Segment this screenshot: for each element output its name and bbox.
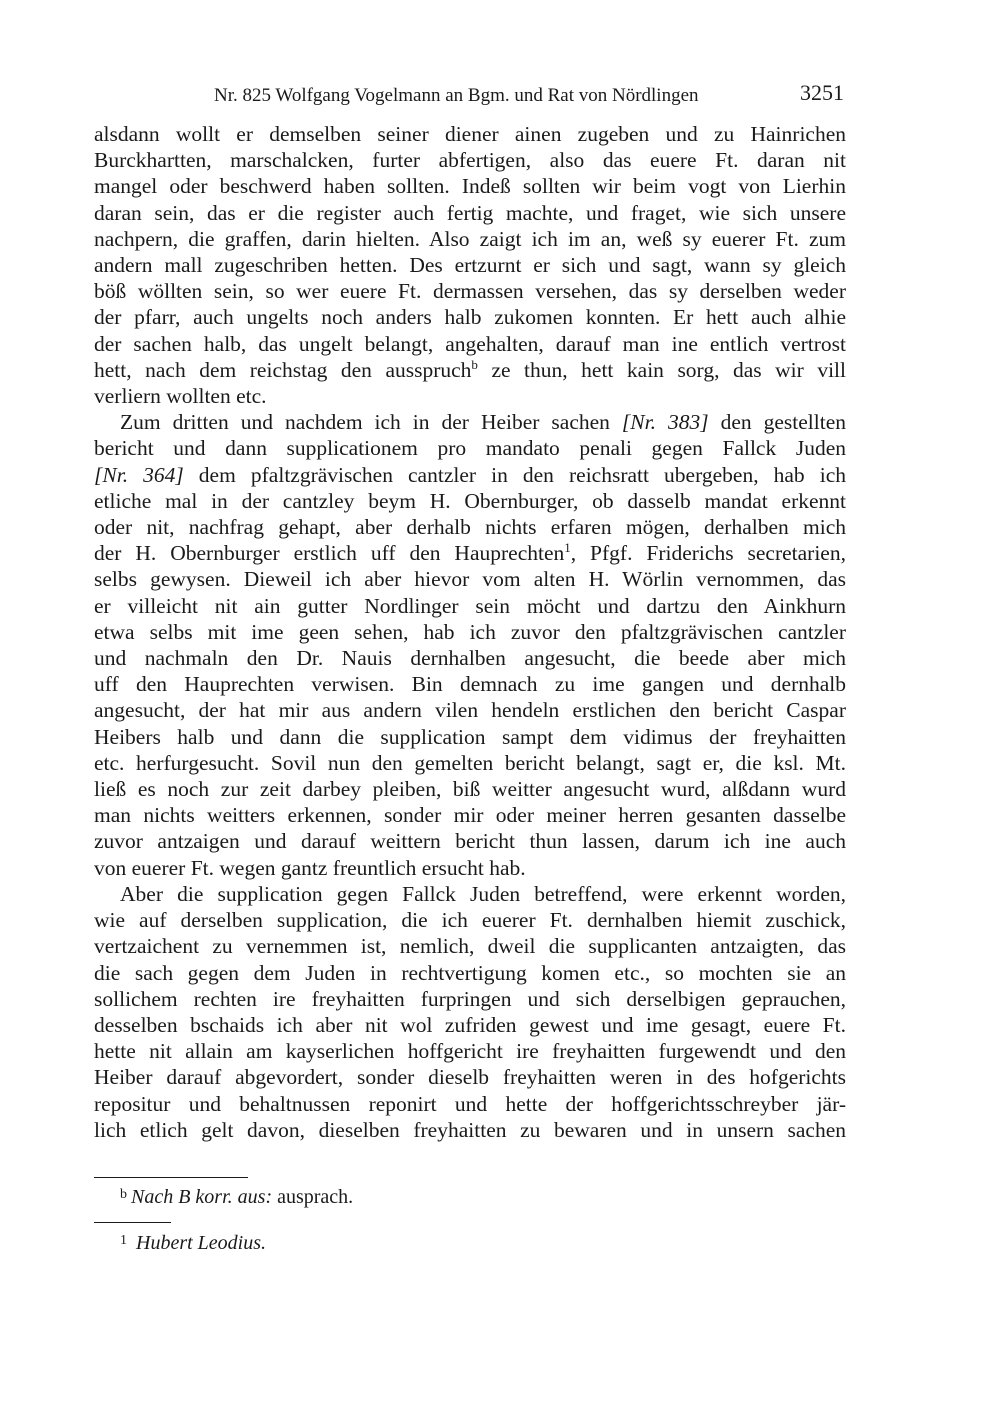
paragraph-3: [94, 881, 846, 1143]
text-line: vertzaichent zu vernemmen ist, nemlich, dweil die supplicanten antzaigten, das: [94, 934, 846, 959]
text-line: und nachmaln den Dr. Nauis dernhalben angesucht, die beede aber mich: [94, 646, 846, 671]
text-line: der pfarr, auch ungelts noch anders halb zukomen konnten. Er hett auch alhie: [94, 305, 846, 330]
text-line: etc. herfurgesucht. Sovil nun den gemelten bericht belangt, sagt er, die ksl. Mt.: [94, 750, 846, 775]
text-line: von euerer Ft. wegen gantz freuntlich ersucht hab.: [94, 855, 526, 880]
text-line: [94, 540, 846, 566]
body-text: [94, 121, 846, 1143]
footnote-ref-b[interactable]: b: [471, 356, 478, 372]
text-line: die sach gegen dem Juden in rechtvertigung komen etc., so mochten sie an: [94, 960, 846, 985]
paragraph-2: [94, 409, 846, 881]
text-segment: , Pfgf. Friderichs secretarien,: [570, 541, 846, 566]
text-line: etliche mal in der cantzley beym H. Obernburger, ob dasselb mandat erkennt: [94, 488, 846, 513]
commentary-footnote: [120, 1228, 266, 1256]
text-line: repositur und behaltnussen reponirt und hette der hoffgerichtsschreyber jär-: [94, 1091, 846, 1116]
text-line: zuvor antzaigen und darauf weittern bericht thun lassen, darum ich ine auch: [94, 829, 846, 854]
text-line: Burckhartten, marschalcken, furter abfertigen, also das euere Ft. daran nit: [94, 148, 846, 173]
text-line: verliern wollten etc.: [94, 384, 267, 409]
text-line: mangel oder beschwerd haben sollten. Indeß sollten wir beim vogt von Lierhin: [94, 174, 846, 199]
text-segment: ze thun, hett kain sorg, das wir vill: [477, 357, 846, 382]
text-line: böß wöllten sein, so wer euere Ft. dermassen versehen, das sy derselben weder: [94, 279, 846, 304]
text-line: daran sein, das er die register auch fertig machte, und fraget, wie sich unsere: [94, 200, 846, 225]
text-line: nachpern, die graffen, darin hielten. Also zaigt ich im an, weß sy euerer Ft. zum: [94, 226, 846, 251]
running-head: [94, 78, 846, 108]
text-line: alsdann wollt er demselben seiner diener ainen zugeben und zu Hainrichen: [94, 122, 846, 146]
text-line: angesucht, der hat mir aus andern vilen hendeln erstlichen den bericht Caspar: [94, 698, 846, 723]
text-line: andern mall zugeschriben hetten. Des ertzurnt er sich und sagt, wann sy gleich: [94, 253, 846, 278]
running-title: Nr. 825 Wolfgang Vogelmann an Bgm. und Rat von Nördlingen: [214, 85, 699, 106]
text-line: er villeicht nit ain gutter Nordlinger sein möcht und dartzu den Ainkhurn: [94, 593, 846, 618]
footnote-text: ausprach.: [272, 1186, 354, 1208]
text-line: [94, 462, 846, 488]
text-line: etwa selbs mit ime geen sehen, hab ich zuvor den pfaltzgrävischen cantzler: [94, 619, 846, 644]
footnote-ref-1[interactable]: 1: [564, 540, 571, 556]
textual-footnote: [120, 1182, 353, 1210]
footnote-mark: b: [120, 1187, 127, 1202]
text-line: wie auf derselben supplication, die ich euerer Ft. dernhalben hiemit zuschick,: [94, 908, 846, 933]
text-segment: hett, nach dem reichstag den ausspruch: [94, 357, 472, 382]
footnote-label: Nach B korr. aus:: [131, 1186, 273, 1208]
footnote-divider: [94, 1177, 248, 1178]
text-line: man nichts weitters erkennen, sonder mir oder meiner herren gesanten dasselbe: [94, 803, 846, 828]
text-line: oder nit, nachfrag gehapt, aber derhalb nichts erfaren mögen, derhalben mich: [94, 515, 846, 540]
text-line: desselben bschaids ich aber nit wol zufriden gewest und ime gesagt, euere Ft.: [94, 1012, 846, 1037]
text-segment: der H. Obernburger erstlich uff den Hauprechten: [94, 541, 565, 566]
text-line: ließ es noch zur zeit darbey pleiben, biß weitter angesucht wurd, alßdann wurd: [94, 777, 846, 802]
text-line: [94, 357, 846, 383]
text-line: hette nit allain am kayserlichen hoffgericht ire freyhaitten furgewendt und den: [94, 1039, 846, 1064]
text-line: bericht und dann supplicationem pro mandato penali gegen Fallck Juden: [94, 436, 846, 461]
text-segment: dem pfaltzgrävischen cantzler in den reichsratt ubergeben, hab ich: [183, 462, 846, 487]
text-segment: den gestellten: [708, 410, 847, 435]
text-line: Heibers halb und dann die supplication sampt dem vidimus der freyhaitten: [94, 724, 846, 749]
text-line: lich etlich gelt davon, dieselben freyhaitten zu bewaren und in unsern sachen: [94, 1117, 846, 1142]
footnote-mark: 1: [120, 1233, 127, 1248]
text-line: Aber die supplication gegen Fallck Juden betreffend, were erkennt worden,: [120, 881, 846, 906]
text-line: uff den Hauprechten verwisen. Bin demnach zu ime gangen und dernhalb: [94, 672, 846, 697]
cross-reference[interactable]: [Nr. 383]: [621, 410, 709, 435]
cross-reference[interactable]: [Nr. 364]: [94, 462, 184, 487]
footnote-text: Hubert Leodius.: [136, 1232, 266, 1254]
text-line: der sachen halb, das ungelt belangt, angehalten, darauf man ine entlich vertrost: [94, 331, 846, 356]
page-number: 3251: [800, 80, 844, 105]
text-line: [94, 409, 846, 435]
text-line: selbs gewysen. Dieweil ich aber hievor vom alten H. Wörlin vernommen, das: [94, 567, 846, 592]
paragraph-1: [94, 121, 846, 409]
text-segment: Zum dritten und nachdem ich in der Heiber sachen: [120, 410, 622, 435]
text-line: Heiber darauf abgevordert, sonder dieselb freyhaitten weren in des hofgerichts: [94, 1065, 846, 1090]
text-line: sollichem rechten ire freyhaitten furpringen und sich derselbigen geprauchen,: [94, 986, 846, 1011]
footnote-divider: [94, 1222, 171, 1223]
